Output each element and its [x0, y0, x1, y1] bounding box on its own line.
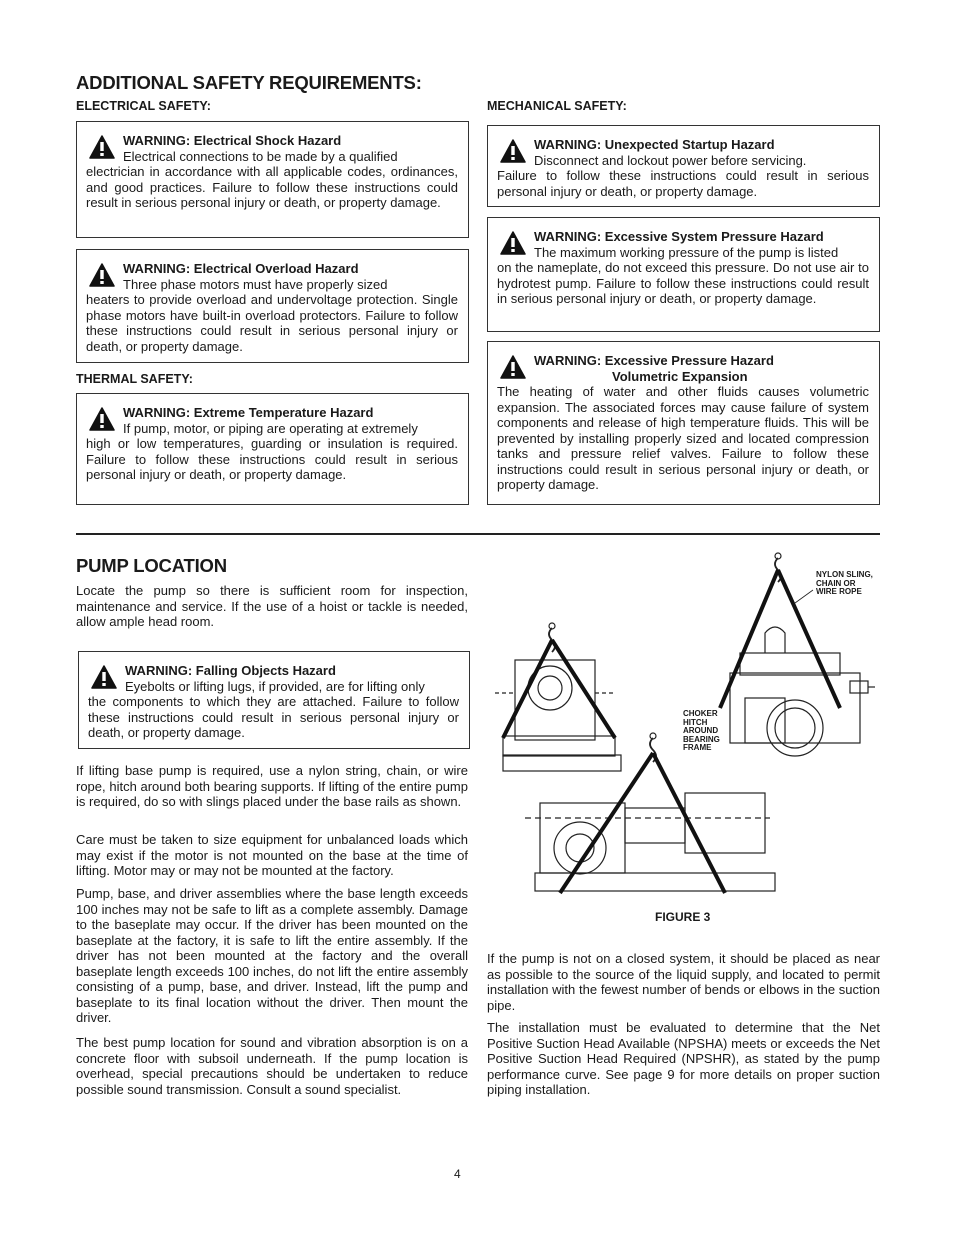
paragraph-closed-system: If the pump is not on a closed system, it should be placed as near as possible to the source of the liquid supply, and located to permit installation with the fewest number of bends or elbows in the suction pipe.	[487, 951, 880, 1013]
page-number: 4	[454, 1167, 461, 1181]
callout-nylon-sling	[816, 571, 873, 597]
mechanical-safety-label: MECHANICAL SAFETY:	[487, 99, 627, 113]
callout-line: HITCH	[683, 717, 708, 727]
warning-body: The heating of water and other fluids causes volumetric expansion. The associated forces may cause failure of system components and release of high temperature fluids. This will be prevented by installing properly sized and located compression tanks and pressure relief valves. Failure to follow these instructions could result in serious personal injury or death, or property damage.	[497, 384, 869, 492]
callout-line: WIRE ROPE	[816, 587, 862, 596]
warning-icon	[89, 407, 115, 431]
warning-box-unexpected-startup	[487, 125, 880, 207]
warning-lead: Electrical connections to be made by a qualified	[123, 148, 398, 164]
warning-subtitle: Volumetric Expansion	[612, 368, 748, 384]
warning-text	[497, 245, 869, 307]
warning-body: Failure to follow these instructions could result in serious personal injury or death, or property damage.	[497, 168, 869, 199]
callout-choker-hitch	[683, 710, 720, 753]
warning-box-volumetric-expansion	[487, 341, 880, 505]
callout-line: CHOKER	[683, 709, 718, 718]
paragraph-locate: Locate the pump so there is sufficient room for inspection, maintenance and service. If the use of a hoist or tackle is needed, allow ample head room.	[76, 583, 468, 629]
warning-box-falling-objects	[78, 651, 470, 749]
warning-title: WARNING: Excessive Pressure Hazard	[534, 353, 774, 368]
warning-text	[88, 679, 459, 741]
paragraph-lifting: If lifting base pump is required, use a nylon string, chain, or wire rope, hitch around both bearing supports. If lifting of the entire pump is required, do so with slings placed under the base rails as shown.	[76, 763, 468, 809]
warning-body: on the nameplate, do not exceed this pressure. Do not use air to hydrotest pump. Failure to follow these instructions could result in serious personal injury or death, or property damage.	[497, 260, 869, 306]
warning-lead: Three phase motors must have properly sized	[123, 276, 388, 292]
warning-title: WARNING: Unexpected Startup Hazard	[534, 137, 775, 152]
warning-title: WARNING: Electrical Shock Hazard	[123, 133, 342, 148]
warning-title: WARNING: Extreme Temperature Hazard	[123, 405, 374, 420]
warning-box-system-pressure	[487, 217, 880, 332]
callout-line: FRAME	[683, 743, 712, 752]
callout-line: BEARING	[683, 734, 720, 744]
section-heading-pump-location: PUMP LOCATION	[76, 555, 227, 576]
warning-icon	[91, 665, 117, 689]
warning-body: electrician in accordance with all applicable codes, ordinances, and good practices. Failure to follow these instructions could result in serious personal injury or death, or property damage.	[86, 164, 458, 210]
warning-lead: Eyebolts or lifting lugs, if provided, are for lifting only	[125, 678, 425, 694]
callout-line: NYLON SLING,	[816, 570, 873, 579]
warning-lead: Disconnect and lockout power before servicing.	[534, 152, 807, 168]
warning-lead: The maximum working pressure of the pump is listed	[534, 244, 839, 260]
warning-icon	[500, 231, 526, 255]
warning-body: high or low temperatures, guarding or insulation is required. Failure to follow these instructions could result in serious personal injury or death, or property damage.	[86, 436, 458, 482]
warning-body: the components to which they are attached. Failure to follow these instructions could result in serious personal injury or death, or property damage.	[88, 694, 459, 740]
thermal-safety-label: THERMAL SAFETY:	[76, 372, 193, 386]
warning-title: WARNING: Falling Objects Hazard	[125, 663, 336, 678]
warning-text	[86, 421, 458, 483]
warning-text	[86, 149, 458, 211]
warning-box-electrical-overload	[76, 249, 469, 363]
section-heading-safety: ADDITIONAL SAFETY REQUIREMENTS:	[76, 72, 422, 93]
section-divider	[76, 533, 880, 535]
callout-line: CHAIN OR	[816, 578, 856, 588]
figure-caption: FIGURE 3	[655, 910, 711, 924]
warning-icon	[89, 135, 115, 159]
paragraph-sound: The best pump location for sound and vibration absorption is on a concrete floor with subsoil underneath. If the pump location is overhead, special precautions should be undertaken to reduce possible sound transmission. Consult a sound specialist.	[76, 1035, 468, 1097]
warning-icon	[500, 139, 526, 163]
warning-text	[86, 277, 458, 355]
electrical-safety-label: ELECTRICAL SAFETY:	[76, 99, 211, 113]
warning-icon	[500, 355, 526, 379]
warning-box-extreme-temperature	[76, 393, 469, 505]
paragraph-assembly: Pump, base, and driver assemblies where the base length exceeds 100 inches may not be safe to lift as a complete assembly. Damage to the baseplate may occur. If the driver has been mounted on the baseplate at the factory, it is safe to lift the entire assembly. If the driver has not been mounted at the factory and the overall baseplate length exceeds 100 inches, do not lift the entire assembly consisting of a pump, base, and driver. Instead, lift the pump and baseplate to its final location without the driver. Then mount the driver.	[76, 886, 468, 1025]
paragraph-unbalanced: Care must be taken to size equipment for unbalanced loads which may exist if the motor is not mounted on the base at the time of lifting. Motor may or may not be mounted at the factory.	[76, 832, 468, 878]
warning-box-electrical-shock	[76, 121, 469, 238]
paragraph-npsh: The installation must be evaluated to determine that the Net Positive Suction Head Available (NPSHA) meets or exceeds the Net Positive Suction Head Required (NPSHR), as stated by the pump performance curve. See page 9 for more details on proper suction piping installation.	[487, 1020, 880, 1097]
warning-text	[497, 153, 869, 200]
callout-line: AROUND	[683, 726, 719, 735]
warning-lead: If pump, motor, or piping are operating at extremely	[123, 420, 418, 436]
warning-body: heaters to provide overload and undervoltage protection. Single phase motors have built-in overload protectors. Failure to follow these instructions could result in serious personal injury or death, or property damage.	[86, 292, 458, 354]
warning-icon	[89, 263, 115, 287]
warning-title: WARNING: Excessive System Pressure Hazard	[534, 229, 824, 244]
warning-title: WARNING: Electrical Overload Hazard	[123, 261, 359, 276]
